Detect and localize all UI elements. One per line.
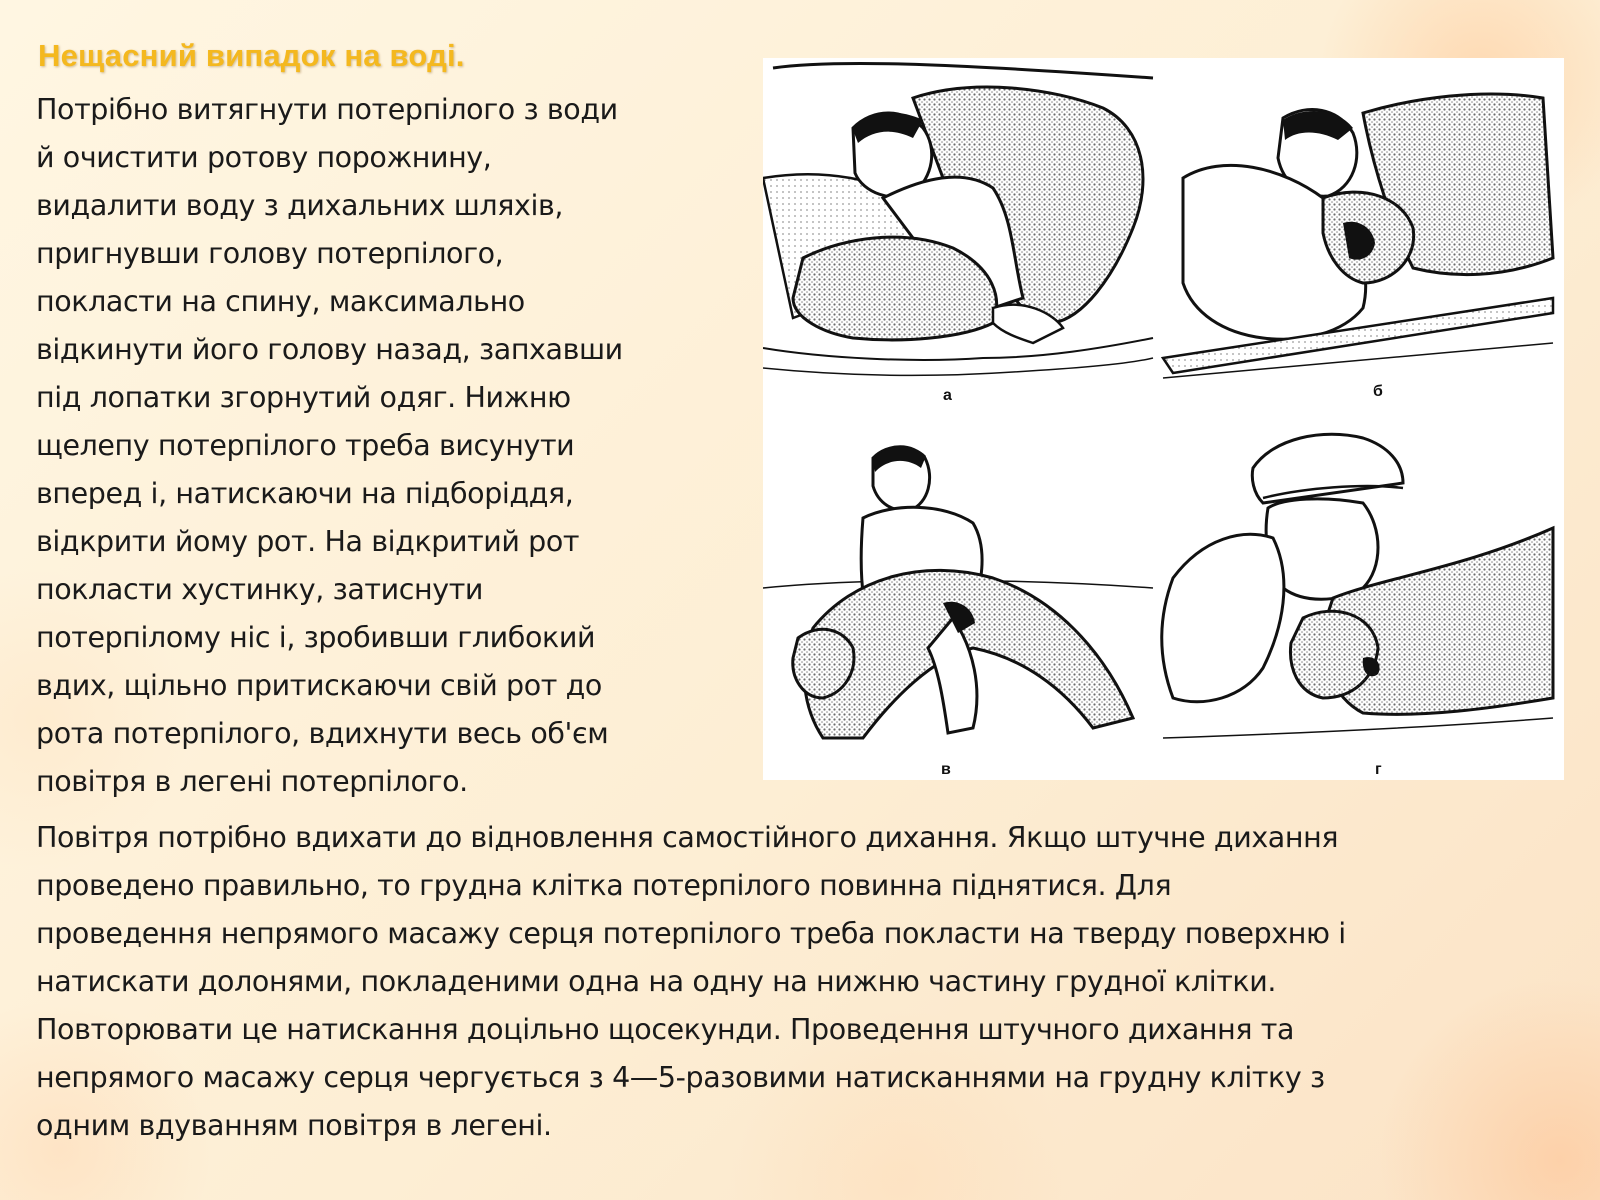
text-line: вперед і, натискаючи на підборіддя, <box>36 477 574 510</box>
text-line: й очистити ротову порожнину, <box>36 141 492 174</box>
text-line: Потрібно витягнути потерпілого з води <box>36 93 618 126</box>
text-line: Повітря потрібно вдихати до відновлення самостійного дихання. Якщо штучне дихання <box>36 821 1339 854</box>
panel-label-g: г <box>1375 761 1382 778</box>
panel-g-drawing <box>1162 434 1553 738</box>
text-line: щелепу потерпілого треба висунути <box>36 429 575 462</box>
panel-label-a: а <box>943 387 952 404</box>
slide-title: Нещасний випадок на воді. <box>38 38 465 73</box>
text-line: рота потерпілого, вдихнути весь об'єм <box>36 717 609 750</box>
text-line: пригнувши голову потерпілого, <box>36 237 504 270</box>
text-line: проведено правильно, то грудна клітка потерпілого повинна піднятися. Для <box>36 869 1172 902</box>
text-line: під лопатки згорнутий одяг. Нижню <box>36 381 571 414</box>
text-line: проведення непрямого масажу серця потерпілого треба покласти на тверду поверхню і <box>36 917 1346 950</box>
panel-label-b: б <box>1373 383 1383 400</box>
panel-v-drawing <box>763 447 1153 738</box>
text-line: непрямого масажу серця чергується з 4—5-разовими натисканнями на грудну клітку з <box>36 1061 1325 1094</box>
text-line: вдих, щільно притискаючи свій рот до <box>36 669 602 702</box>
text-line: покласти хустинку, затиснути <box>36 573 484 606</box>
text-line: відкрити йому рот. На відкритий рот <box>36 525 580 558</box>
text-line: натискати долонями, покладеними одна на одну на нижню частину грудної клітки. <box>36 965 1277 998</box>
text-line: потерпілому ніс і, зробивши глибокий <box>36 621 596 654</box>
text-line: Повторювати це натискання доцільно щосекунди. Проведення штучного дихання та <box>36 1013 1295 1046</box>
second-paragraph <box>36 814 1576 1150</box>
text-line: повітря в легені потерпілого. <box>36 765 468 798</box>
first-paragraph <box>36 86 736 806</box>
text-line: покласти на спину, максимально <box>36 285 525 318</box>
rescue-illustration <box>763 58 1564 780</box>
panel-label-v: в <box>941 761 951 778</box>
panel-a-drawing <box>763 58 1153 378</box>
text-line: одним вдуванням повітря в легені. <box>36 1109 552 1142</box>
panel-b-drawing <box>1163 94 1553 378</box>
text-line: видалити воду з дихальних шляхів, <box>36 189 564 222</box>
text-line: відкинути його голову назад, запхавши <box>36 333 623 366</box>
